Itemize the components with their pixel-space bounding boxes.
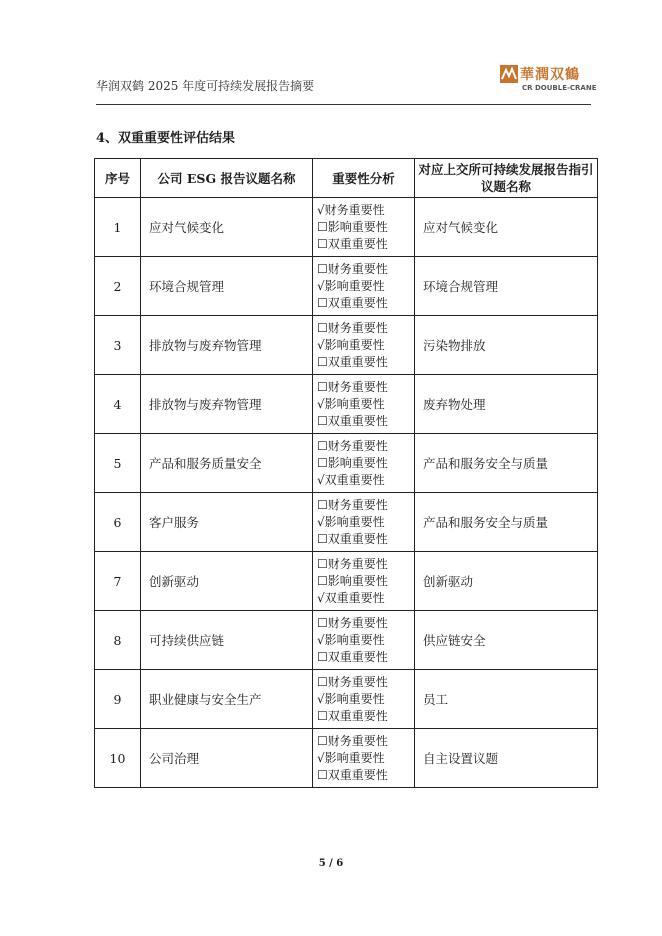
materiality-option [317, 590, 414, 607]
materiality-option [317, 573, 414, 590]
empty-checkbox-icon: ☐ [317, 615, 328, 630]
row-sse-topic: 污染物排放 [415, 316, 598, 375]
materiality-option [317, 320, 414, 337]
materiality-option-label: 影响重要性 [324, 514, 385, 529]
materiality-option [317, 455, 414, 472]
checked-mark-icon: √ [317, 691, 325, 706]
materiality-option-label: 财务重要性 [327, 674, 388, 689]
company-logo [500, 64, 598, 94]
empty-checkbox-icon: ☐ [317, 354, 328, 369]
empty-checkbox-icon: ☐ [317, 531, 328, 546]
table-row [95, 434, 598, 493]
materiality-option [317, 691, 414, 708]
row-index: 4 [95, 375, 141, 434]
materiality-option [317, 295, 414, 312]
logo-chinese-text: 華潤双鶴 [520, 67, 580, 83]
materiality-option-label: 影响重要性 [324, 337, 385, 352]
checked-mark-icon: √ [317, 514, 325, 529]
document-header-title: 华润双鹤 2025 年度可持续发展报告摘要 [96, 79, 315, 93]
materiality-option [317, 531, 414, 548]
materiality-option [317, 202, 414, 219]
header-index: 序号 [95, 159, 141, 198]
row-materiality-analysis [313, 375, 415, 434]
row-index: 7 [95, 552, 141, 611]
logo-english-text: CR DOUBLE-CRANE [522, 84, 597, 92]
materiality-option [317, 615, 414, 632]
materiality-option-label: 影响重要性 [324, 750, 385, 765]
materiality-option-label: 影响重要性 [327, 573, 388, 588]
table-row [95, 729, 598, 788]
row-topic: 产品和服务质量安全 [141, 434, 313, 493]
checked-mark-icon: √ [317, 632, 325, 647]
materiality-option-label: 财务重要性 [327, 733, 388, 748]
row-materiality-analysis [313, 257, 415, 316]
materiality-option-label: 双重重要性 [327, 295, 388, 310]
row-materiality-analysis [313, 729, 415, 788]
row-materiality-analysis [313, 434, 415, 493]
empty-checkbox-icon: ☐ [317, 438, 328, 453]
row-sse-topic: 产品和服务安全与质量 [415, 434, 598, 493]
row-index: 10 [95, 729, 141, 788]
table-row [95, 316, 598, 375]
materiality-option-label: 双重重要性 [327, 354, 388, 369]
empty-checkbox-icon: ☐ [317, 379, 328, 394]
checked-mark-icon: √ [317, 337, 325, 352]
section-heading: 4、双重重要性评估结果 [96, 131, 236, 146]
row-materiality-analysis [313, 670, 415, 729]
row-topic: 客户服务 [141, 493, 313, 552]
materiality-option-label: 财务重要性 [327, 615, 388, 630]
materiality-option-label: 财务重要性 [327, 497, 388, 512]
materiality-option [317, 472, 414, 489]
materiality-option-label: 影响重要性 [327, 219, 388, 234]
materiality-option-label: 财务重要性 [327, 438, 388, 453]
materiality-option-label: 双重重要性 [327, 767, 388, 782]
row-sse-topic: 创新驱动 [415, 552, 598, 611]
materiality-option [317, 236, 414, 253]
empty-checkbox-icon: ☐ [317, 708, 328, 723]
table-row [95, 611, 598, 670]
row-sse-topic: 环境合规管理 [415, 257, 598, 316]
empty-checkbox-icon: ☐ [317, 413, 328, 428]
materiality-option [317, 354, 414, 371]
row-index: 3 [95, 316, 141, 375]
header-analysis: 重要性分析 [313, 159, 415, 198]
row-index: 2 [95, 257, 141, 316]
materiality-option-label: 双重重要性 [327, 236, 388, 251]
row-sse-topic: 员工 [415, 670, 598, 729]
materiality-table [94, 158, 598, 788]
row-materiality-analysis [313, 198, 415, 257]
empty-checkbox-icon: ☐ [317, 320, 328, 335]
materiality-option [317, 514, 414, 531]
materiality-option-label: 双重重要性 [327, 413, 388, 428]
materiality-option [317, 674, 414, 691]
checked-mark-icon: √ [317, 590, 325, 605]
row-materiality-analysis [313, 552, 415, 611]
row-index: 6 [95, 493, 141, 552]
materiality-option-label: 财务重要性 [327, 379, 388, 394]
empty-checkbox-icon: ☐ [317, 674, 328, 689]
row-materiality-analysis [313, 493, 415, 552]
row-sse-topic: 废弃物处理 [415, 375, 598, 434]
table-row [95, 493, 598, 552]
table-row [95, 552, 598, 611]
row-topic: 排放物与废弃物管理 [141, 375, 313, 434]
materiality-option-label: 双重重要性 [327, 531, 388, 546]
materiality-option [317, 337, 414, 354]
empty-checkbox-icon: ☐ [317, 573, 328, 588]
row-topic: 应对气候变化 [141, 198, 313, 257]
checked-mark-icon: √ [317, 750, 325, 765]
checked-mark-icon: √ [317, 396, 325, 411]
table-row [95, 198, 598, 257]
row-materiality-analysis [313, 316, 415, 375]
materiality-option-label: 影响重要性 [327, 455, 388, 470]
materiality-option [317, 556, 414, 573]
empty-checkbox-icon: ☐ [317, 556, 328, 571]
row-topic: 公司治理 [141, 729, 313, 788]
materiality-option-label: 财务重要性 [327, 556, 388, 571]
empty-checkbox-icon: ☐ [317, 261, 328, 276]
row-topic: 创新驱动 [141, 552, 313, 611]
materiality-option-label: 影响重要性 [324, 278, 385, 293]
materiality-option [317, 219, 414, 236]
materiality-option-label: 双重重要性 [327, 649, 388, 664]
page-number: 5 / 6 [318, 858, 344, 869]
materiality-option [317, 396, 414, 413]
table-row [95, 670, 598, 729]
materiality-option-label: 双重重要性 [324, 472, 385, 487]
row-sse-topic: 应对气候变化 [415, 198, 598, 257]
header-topic: 公司 ESG 报告议题名称 [141, 159, 313, 198]
materiality-option [317, 632, 414, 649]
row-sse-topic: 产品和服务安全与质量 [415, 493, 598, 552]
row-index: 8 [95, 611, 141, 670]
row-materiality-analysis [313, 611, 415, 670]
row-topic: 可持续供应链 [141, 611, 313, 670]
materiality-option-label: 影响重要性 [324, 396, 385, 411]
row-sse-topic: 供应链安全 [415, 611, 598, 670]
materiality-option-label: 影响重要性 [324, 691, 385, 706]
empty-checkbox-icon: ☐ [317, 236, 328, 251]
materiality-option [317, 750, 414, 767]
materiality-option [317, 497, 414, 514]
row-topic: 排放物与废弃物管理 [141, 316, 313, 375]
materiality-option-label: 双重重要性 [324, 590, 385, 605]
crane-logo-icon [500, 65, 518, 83]
table-header-row [95, 159, 598, 198]
materiality-option [317, 733, 414, 750]
row-index: 1 [95, 198, 141, 257]
row-index: 5 [95, 434, 141, 493]
checked-mark-icon: √ [317, 202, 325, 217]
row-index: 9 [95, 670, 141, 729]
materiality-option [317, 438, 414, 455]
empty-checkbox-icon: ☐ [317, 767, 328, 782]
empty-checkbox-icon: ☐ [317, 497, 328, 512]
row-sse-topic: 自主设置议题 [415, 729, 598, 788]
materiality-option [317, 278, 414, 295]
materiality-option-label: 财务重要性 [324, 202, 385, 217]
table-row [95, 375, 598, 434]
materiality-option [317, 413, 414, 430]
empty-checkbox-icon: ☐ [317, 455, 328, 470]
materiality-option [317, 379, 414, 396]
materiality-option-label: 财务重要性 [327, 320, 388, 335]
row-topic: 职业健康与安全生产 [141, 670, 313, 729]
checked-mark-icon: √ [317, 472, 325, 487]
materiality-option [317, 261, 414, 278]
materiality-option [317, 649, 414, 666]
header-sse-topic: 对应上交所可持续发展报告指引议题名称 [415, 159, 598, 198]
row-topic: 环境合规管理 [141, 257, 313, 316]
materiality-option-label: 双重重要性 [327, 708, 388, 723]
empty-checkbox-icon: ☐ [317, 649, 328, 664]
materiality-option-label: 财务重要性 [327, 261, 388, 276]
empty-checkbox-icon: ☐ [317, 295, 328, 310]
empty-checkbox-icon: ☐ [317, 219, 328, 234]
checked-mark-icon: √ [317, 278, 325, 293]
materiality-option [317, 708, 414, 725]
empty-checkbox-icon: ☐ [317, 733, 328, 748]
materiality-option-label: 影响重要性 [324, 632, 385, 647]
header-divider [96, 104, 591, 105]
table-row [95, 257, 598, 316]
materiality-option [317, 767, 414, 784]
